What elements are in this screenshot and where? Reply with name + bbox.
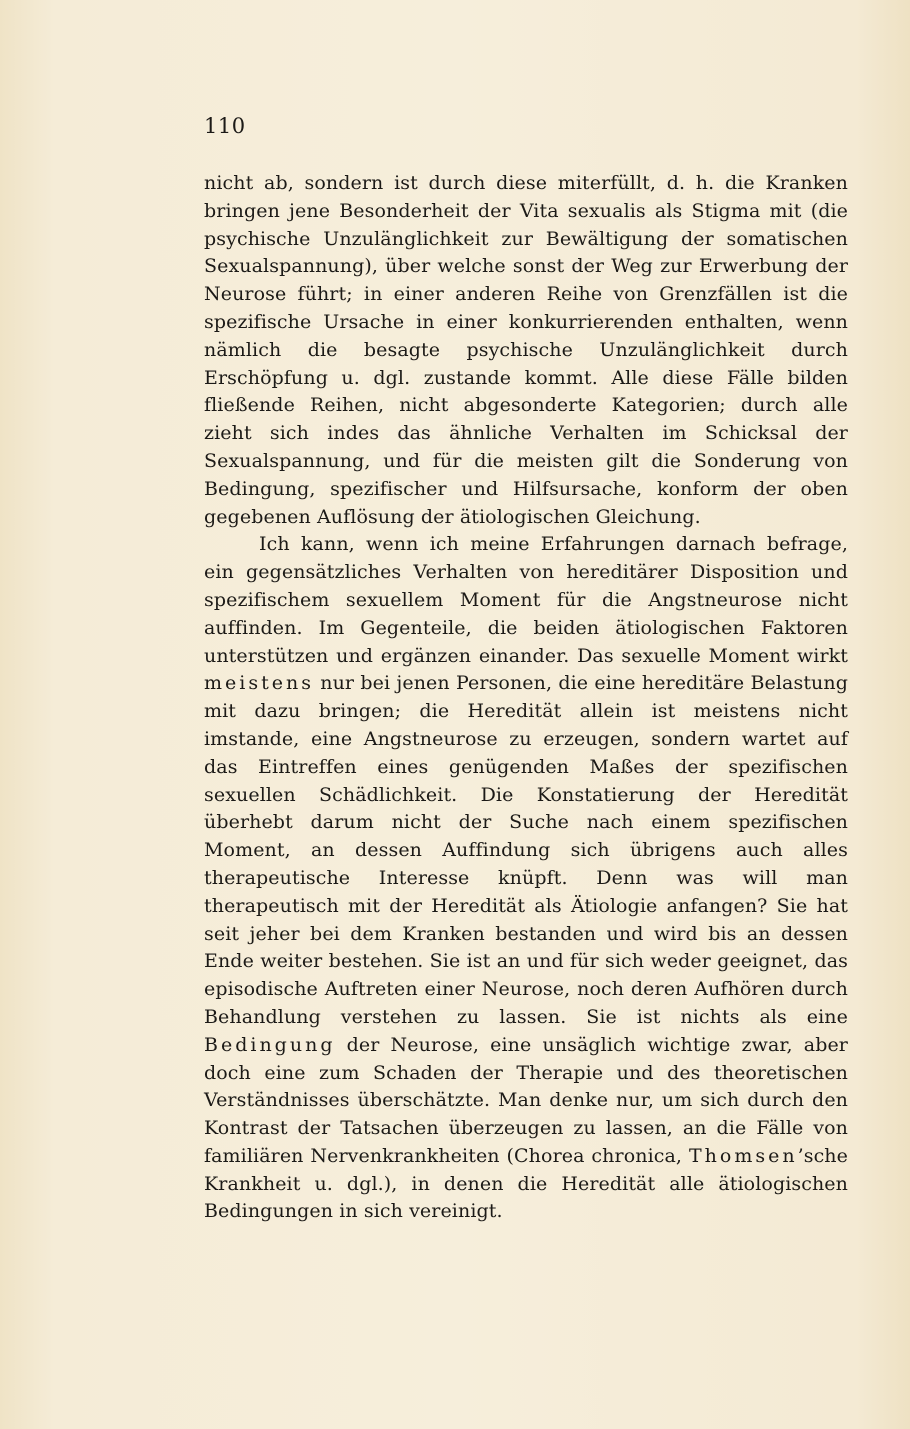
paragraph-2-text-1: Ich kann, wenn ich meine Erfahrungen darnach befrage, ein gegensätzliches Verhalten von hereditärer Disposition und spezifischem sexuellem Moment für die Angstneurose nicht auffinden. Im Gegenteile, die beiden ätiologischen Faktoren unterstützen und ergänzen einander. Das sexuelle Moment wirkt — [204, 533, 848, 667]
paragraph-1 — [204, 170, 848, 531]
page-number: 110 — [204, 114, 246, 138]
paragraph-2-text-2: nur bei jenen Personen, die eine hereditäre Belastung mit dazu bringen; die Heredität allein ist meistens nicht imstande, eine Angstneurose zu erzeugen, sondern wartet auf das Eintreffen eines genügenden Maßes der spezifischen sexuellen Schädlichkeit. Die Konstatierung der Heredität überhebt darum nicht der Suche nach einem spezifischen Moment, an dessen Auffindung sich übrigens auch alles therapeutische Interesse knüpft. Denn was will man therapeutisch mit der Heredität als Ätiologie anfangen? Sie hat seit jeher bei dem Kranken bestanden und wird bis an dessen Ende weiter bestehen. Sie ist an und für sich weder geeignet, das episodische Auftreten einer Neurose, noch deren Aufhören durch Behandlung verstehen zu lassen. Sie ist nichts als eine — [204, 672, 848, 1028]
paragraph-2-text-4: ’sche Krankheit u. dgl.), in denen die Heredität alle ätiologischen Bedingungen in sich vereinigt. — [204, 1144, 848, 1223]
paragraph-1-text: nicht ab, sondern ist durch diese miterfüllt, d. h. die Kranken bringen jene Besonderheit der Vita sexualis als Stigma mit (die psychische Unzulänglichkeit zur Bewältigung der somatischen Sexualspannung), über welche sonst der Weg zur Erwerbung der Neurose führt; in einer anderen Reihe von Grenzfällen ist die spezifische Ursache in einer konkurrierenden enthalten, wenn nämlich die besagte psychische Unzulänglichkeit durch Erschöpfung u. dgl. zustande kommt. Alle diese Fälle bilden fließende Reihen, nicht abgesonderte Kategorien; durch alle zieht sich indes das ähnliche Verhalten im Schicksal der Sexualspannung, und für die meisten gilt die Sonderung von Bedingung, spezifischer und Hilfsursache, konform der oben gegebenen Auflösung der ätiologischen Gleichung. — [204, 172, 848, 528]
emphasis-thomsen: Thomsen — [688, 1144, 798, 1167]
paragraph-2 — [204, 531, 848, 1226]
emphasis-meistens: meistens — [204, 672, 314, 695]
paragraph-2-text-3: der Neurose, eine unsäglich wichtige zwar, aber doch eine zum Schaden der Therapie und des theoretischen Verständnisses überschätzte. Man denke nur, um sich durch den Kontrast der Tatsachen überzeugen zu lassen, an die Fälle von familiären Nervenkrankheiten (Chorea chronica, — [204, 1033, 848, 1167]
emphasis-bedingung: Bedingung — [204, 1033, 336, 1056]
body-text — [204, 170, 848, 1226]
